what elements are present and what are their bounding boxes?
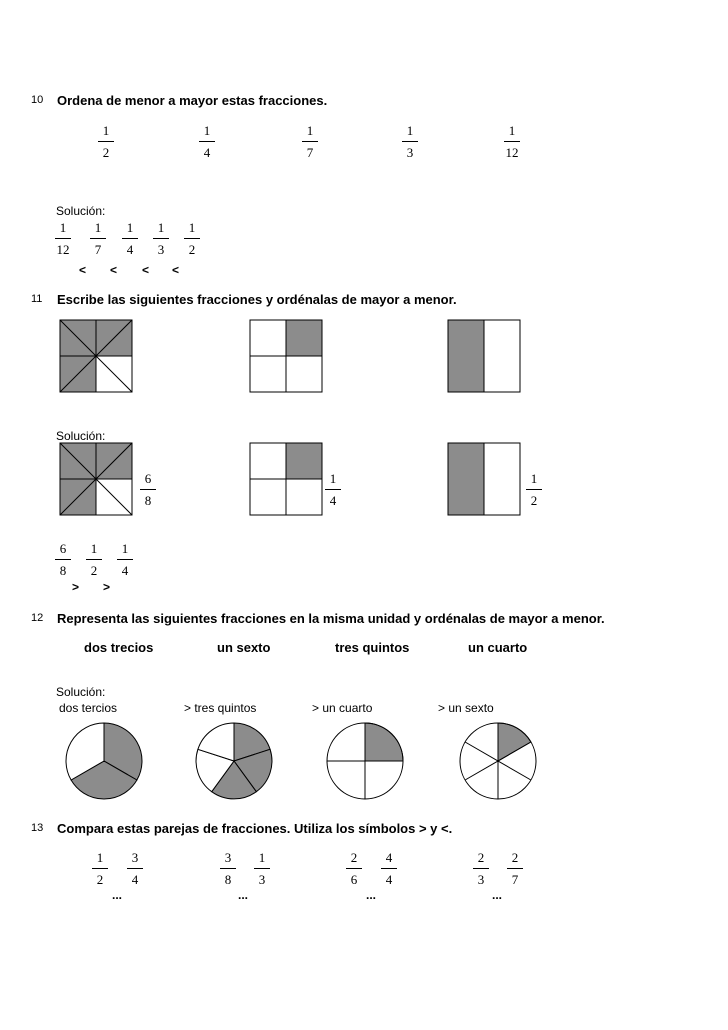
question-text: Compara estas parejas de fracciones. Utiliza los símbolos > y <. [57,821,453,836]
ordered-fraction: 1 4 [110,542,140,578]
square-quarters-figure [250,320,322,392]
fraction-word: dos trecios [84,640,154,655]
solution-fraction: 1 3 [146,221,176,257]
ordered-fraction: 6 8 [48,542,78,578]
question-text: Representa las siguientes fracciones en la misma unidad y ordénalas de mayor a menor. [57,611,605,626]
answer-blank[interactable]: ... [112,888,123,902]
square-eighths-figure [60,320,132,392]
fraction-word: tres quintos [335,640,410,655]
question-number: 11 [31,293,43,305]
less-than-symbol: < [142,263,150,277]
question-number: 13 [31,822,44,834]
pair-fraction: 2 7 [500,851,530,887]
solution-label: Solución: [56,204,106,218]
circle-thirds-figure [64,721,144,801]
solution-label: Solución: [56,429,106,443]
answer-blank[interactable]: ... [492,888,503,902]
solution-fraction: 1 7 [83,221,113,257]
answer-blank[interactable]: ... [366,888,377,902]
fraction: 1 2 [91,124,121,160]
pair-fraction: 4 4 [374,851,404,887]
circle-label: > un cuarto [312,701,373,715]
fraction: 1 7 [295,124,325,160]
question-text: Ordena de menor a mayor estas fracciones. [57,93,328,108]
fraction: 1 4 [192,124,222,160]
answer-fraction: 6 8 [133,472,163,508]
question-number: 10 [31,94,44,106]
less-than-symbol: < [172,263,180,277]
ordered-fraction: 1 2 [79,542,109,578]
fraction: 1 3 [395,124,425,160]
solution-fraction: 1 12 [56,220,70,257]
circle-label: dos tercios [59,701,118,715]
circle-label: > un sexto [438,701,494,715]
less-than-symbol: < [79,263,87,277]
solution-fraction: 1 2 [177,221,207,257]
question-number: 12 [31,612,44,624]
pair-fraction: 2 3 [466,851,496,887]
circle-fifths-figure [194,721,274,801]
question-text: Escribe las siguientes fracciones y ordénalas de mayor a menor. [57,292,457,307]
fraction-word: un cuarto [468,640,528,655]
answer-fraction: 1 2 [519,472,549,508]
square-halves-figure [448,320,520,392]
circle-sixths-figure [458,721,538,801]
pair-fraction: 1 3 [247,851,277,887]
fraction-word: un sexto [217,640,271,655]
solution-label: Solución: [56,685,106,699]
solution-fraction: 1 4 [115,221,145,257]
answer-fraction: 1 4 [318,472,348,508]
square-eighths-figure [60,443,132,515]
circle-label: > tres quintos [184,701,257,715]
less-than-symbol: < [110,263,118,277]
square-halves-figure [448,443,520,515]
pair-fraction: 2 6 [339,851,369,887]
pair-fraction: 3 4 [120,851,150,887]
greater-than-symbol: > [103,580,111,594]
fraction: 1 12 [505,123,519,160]
pair-fraction: 3 8 [213,851,243,887]
pair-fraction: 1 2 [85,851,115,887]
square-quarters-figure [250,443,322,515]
greater-than-symbol: > [72,580,80,594]
circle-quarters-figure [325,721,405,801]
answer-blank[interactable]: ... [238,888,249,902]
